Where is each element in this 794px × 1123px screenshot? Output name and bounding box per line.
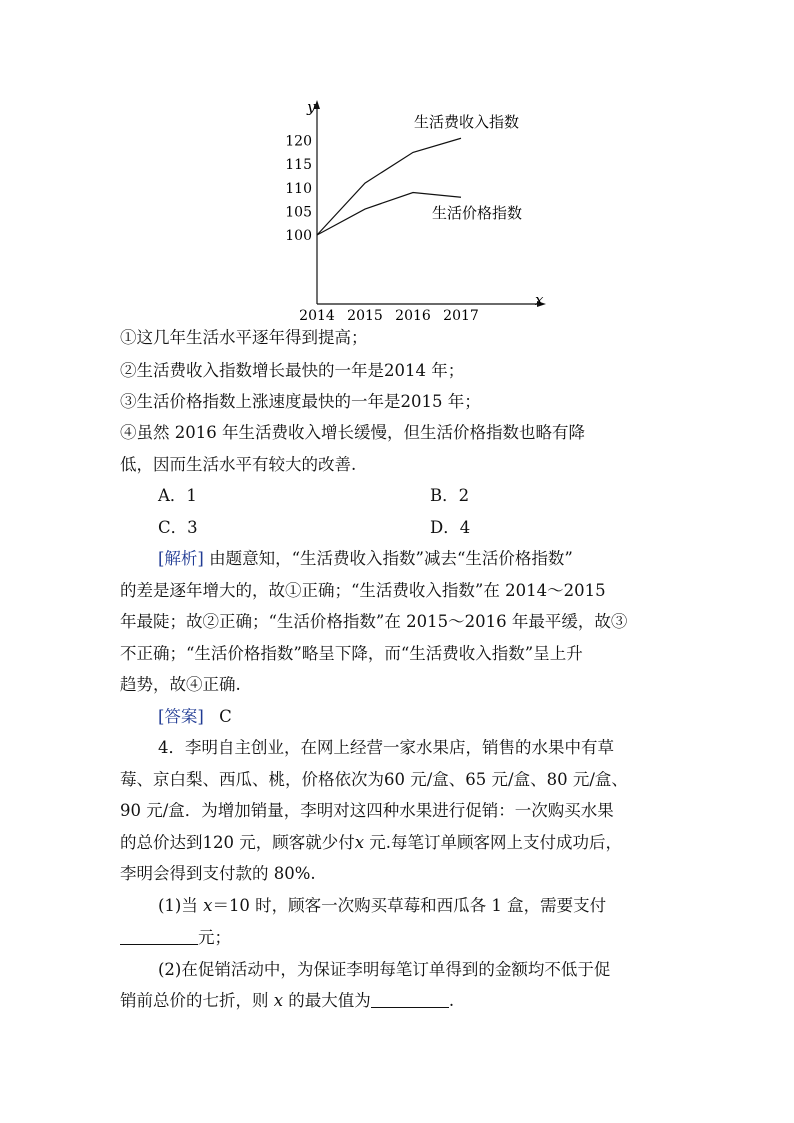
problem4-line-4a: 的总价达到120 元，顾客就少付	[120, 833, 355, 852]
var-x: x	[354, 833, 365, 852]
analysis-tag: [解析]	[158, 549, 204, 568]
statement-2: ②生活费收入指数增长最快的一年是2014 年；	[120, 361, 465, 380]
q1-text-a: (1)当	[158, 896, 204, 915]
chart-svg	[280, 92, 560, 322]
series-lines	[317, 113, 522, 235]
y-tick-label: 120	[285, 133, 312, 150]
x-tick-label: 2015	[347, 308, 383, 322]
statement-4: ④虽然 2016 年生活费收入增长缓慢，但生活价格指数也略有降	[120, 423, 585, 442]
q2-text-c: 的最大值为	[283, 991, 371, 1010]
analysis-line-2: 的差是逐年增大的，故①正确；“生活费收入指数”在 2014～2015	[120, 581, 606, 600]
problem4-line-2: 莓、京白梨、西瓜、桃，价格依次为60 元/盒、65 元/盒、80 元/盒、	[120, 770, 628, 789]
statement-3: ③生活价格指数上涨速度最快的一年是2015 年；	[120, 392, 481, 411]
q1-text-c: 元；	[198, 928, 231, 947]
var-x-q2: x	[273, 991, 284, 1010]
option-c: C．3	[158, 518, 198, 537]
answer-blank-1[interactable]	[120, 928, 198, 945]
analysis-line-1	[158, 548, 688, 570]
option-b: B．2	[430, 486, 470, 505]
problem4-line-1: 4．李明自主创业，在网上经营一家水果店，销售的水果中有草	[158, 738, 614, 757]
problem4-line-3: 90 元/盒．为增加销量，李明对这四种水果进行促销：一次购买水果	[120, 801, 614, 820]
y-tick-label: 100	[285, 228, 312, 244]
option-d: D．4	[430, 518, 471, 537]
y-tick-label: 105	[285, 204, 312, 221]
question-1-cont	[120, 927, 690, 949]
problem4-line-4	[120, 832, 690, 854]
index-line-chart	[280, 92, 560, 322]
x-tick-label: 2014	[299, 308, 335, 322]
option-a: A．1	[158, 486, 197, 505]
series-label-2: 生活价格指数	[432, 204, 523, 222]
answer-line	[158, 706, 688, 728]
y-axis-label: y	[307, 98, 316, 116]
y-tick-label: 110	[285, 180, 312, 197]
series-label-1: 生活费收入指数	[414, 113, 520, 131]
problem4-line-4b: 元.每笔订单顾客网上支付成功后，	[364, 833, 623, 852]
analysis-line-3: 年最陡；故②正确；“生活价格指数”在 2015～2016 年最平缓，故③	[120, 612, 628, 631]
answer-value: C	[219, 707, 232, 726]
answer-tag: [答案]	[158, 707, 204, 726]
answer-blank-2[interactable]	[371, 991, 449, 1008]
analysis-text-1: 由题意知，“生活费收入指数”减去“生活价格指数”	[209, 549, 573, 568]
x-tick-labels	[299, 308, 479, 322]
y-tick-label: 115	[285, 157, 312, 174]
y-tick-labels	[285, 134, 312, 244]
var-x-q1: x	[203, 896, 213, 915]
statement-4-cont: 低，因而生活水平有较大的改善.	[120, 455, 357, 474]
question-2: (2)在促销活动中，为保证李明每笔订单得到的金额均不低于促	[158, 960, 611, 979]
question-1	[158, 895, 688, 917]
question-2-cont	[120, 990, 690, 1012]
x-tick-label: 2017	[443, 308, 479, 322]
analysis-line-5: 趋势，故④正确.	[120, 675, 241, 694]
x-tick-label: 2016	[395, 308, 431, 322]
q1-text-b: ＝10 时，顾客一次购买草莓和西瓜各 1 盒，需要支付	[212, 896, 607, 915]
x-axis-label: x	[535, 291, 544, 309]
problem4-line-5: 李明会得到支付款的 80%.	[120, 864, 316, 883]
q2-text-b: 销前总价的七折，则	[120, 991, 274, 1010]
analysis-line-4: 不正确；“生活价格指数”略呈下降，而“生活费收入指数”呈上升	[120, 644, 583, 663]
q2-end: .	[448, 991, 455, 1010]
statement-1: ①这几年生活水平逐年得到提高；	[120, 328, 368, 347]
